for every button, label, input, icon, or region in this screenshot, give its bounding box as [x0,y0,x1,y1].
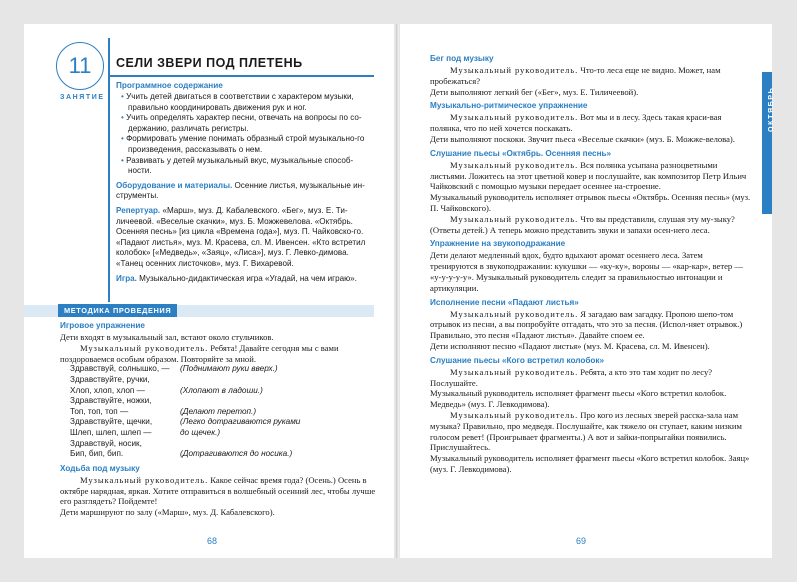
exercise1-speech-text: Ребята! Давайте сегодня мы с вами поздороваемся особым образом. Повторяйте за мной. [60,342,339,364]
equipment-paragraph [116,181,374,202]
left-page [24,24,394,558]
poem-line [70,407,376,418]
method-label: МЕТОДИКА ПРОВЕДЕНИЯ [58,304,177,317]
exercise1-speech [60,343,376,365]
speaker-role: Музыкальный руководитель. [450,308,579,319]
speech-text: Я загадаю вам загадку. Пропою шепо-том отрывок из песни, а вы попробуйте отгадать, что это за песня. (Испол-няет отрывок.) Правильно, это песня «Падают листья». Давайте споем ее. [430,308,743,341]
lesson-number-badge [56,42,104,90]
program-bullet: • Формировать умение понимать образный строй музыкально-го произведения, рассказывать о нем. [116,134,374,155]
poem-line [70,364,376,375]
exercise2-speech-text: Какое сейчас время года? (Осень.) Осень в октябре нарядная, яркая. Хотите отправиться в волшебный осенний лес, чтобы лучше его разглядеть? Пойдемте! [60,474,376,507]
lesson-word: ЗАНЯТИЕ [60,94,105,101]
section-october-action: Музыкальный руководитель исполняет отрывок пьесы «Октябрь. Осенняя песнь» (муз. П. Чайковского). [430,192,751,213]
equipment-text: Осенние листья, музыкальные ин-струменты. [116,180,365,201]
speaker-role: Музыкальный руководитель. [80,342,209,353]
program-heading: Программное содержание [116,81,223,90]
poem-line [70,417,376,428]
speech-text: Что-то леса еще не видно. Может, нам пробежаться? [430,65,721,86]
poem-line [70,449,376,460]
book-spine [396,24,399,558]
exercise2-action: Дети маршируют по залу («Марш», муз. Д. Кабалевского). [60,507,275,518]
lesson-title: СЕЛИ ЗВЕРИ ПОД ПЛЕТЕНЬ [116,56,303,70]
exercise1-heading: Игровое упражнение [60,321,145,330]
poem-text: Бип, бип, бип. [70,449,124,459]
poem-text: Топ, топ, топ — [70,406,129,416]
poem-text: Шлеп, шлеп, шлеп — [70,427,152,437]
poem-action: (Делают перетоп.) [180,406,257,416]
poem-line [70,386,376,397]
exercise2-heading: Ходьба под музыку [60,463,140,473]
section-kolobok-action: Музыкальный руководитель исполняет фрагмент пьесы «Кого встретил колобок. Медведь» (муз. Г. Левкодимова). [430,388,727,410]
speech-text: Вот мы и в лесу. Здесь такая краси-вая полянка, что по ней хочется поскакать. [430,112,722,134]
section-run-speech [430,65,752,87]
program-bullet: • Учить определять характер песни, отвечать на вопросы по со-держанию, различать регистры. [116,113,374,134]
game-text: Музыкально-дидактическая игра «Угадай, на чем играю». [139,273,357,283]
section-kolobok-action2: Музыкальный руководитель исполняет фрагмент пьесы «Кого встретил колобок. Заяц» (муз. Г. Левкодимова). [430,453,750,474]
greeting-poem [60,364,376,459]
speaker-role: Музыкальный руководитель. [80,474,209,485]
section-song-heading: Исполнение песни «Падают листья» [430,297,579,307]
section-song-action: Дети исполняют песню «Падают листья» (муз. М. Красева, сл. М. Ивенсен). [430,340,710,351]
title-divider-vertical [108,38,110,302]
poem-action: (Дотрагиваются до носика.) [180,449,293,459]
speech-text: Что вы представили, слушая эту му-зыку? (Ответы детей.) А теперь можно представить звуки и запахи осен-него леса. [430,213,735,235]
speaker-role: Музыкальный руководитель. [450,65,579,75]
section-rhythm-action: Дети выполняют поскоки. Звучит пьеса «Веселые скачки» (муз. Б. Можже-велова). [430,133,735,144]
repertoire-text: «Марш», муз. Д. Кабалевского. «Бег», муз. Е. Ти-личеевой. «Веселые скачки», муз. Б. Можжевелова. «Октябрь. Осенняя песнь» [из цикла «Времена года»], муз. П. Чайковско-го. «Падают листья», муз. М. Красева, сл. М. Ивенсен. «Кто встретил колобок» [«Медведь», «Заяц», «Лиса»], муз. Г. Левко-димова. «Танец осенних листочков», муз. Г. Вихаревой. [116,205,366,268]
month-tab-label: ОКТЯБРЬ [766,86,775,132]
poem-line [70,396,376,407]
speech-text: Про кого из лесных зверей расска-зала нам музыка? Правильно, про медведя. Послушайте, как тяжело он ступает, каким низким голосом ревет! (Проигрывает фрагменты.) А вот и зайки-попрыгайки появились. Прислушайтесь. [430,409,742,453]
page-number-left: 68 [207,536,218,546]
page-number-right: 69 [576,536,587,546]
poem-line [70,439,376,450]
speech-text: Ребята, а кто это там ходит по лесу? Послушайте. [430,366,713,388]
poem-text: Здравствуйте, ручки, [70,374,150,384]
section-rhythm-heading: Музыкально-ритмическое упражнение [430,101,588,111]
poem-action: до щечек.) [180,427,221,437]
exercise2-speech [60,475,376,507]
speaker-role: Музыкальный руководитель. [450,213,579,224]
repertoire-label: Репертуар. [116,205,161,215]
program-block [116,81,374,284]
speech-text: Вся полянка усыпана разноцветными листьями. Ложитесь на этот цветной ковер и послушайте, как композитор Петр Ильич Чайковский с помощью музыки передает осеннее на-строение. [430,159,747,192]
poem-text: Здравствуй, носик, [70,438,142,448]
speaker-role: Музыкальный руководитель. [450,112,579,123]
section-kolobok-speech2 [430,410,752,453]
speaker-role: Музыкальный руководитель. [450,159,579,170]
section-sounds-heading: Упражнение на звукоподражание [430,239,566,249]
poem-text: Здравствуй, солнышко, — [70,364,170,374]
poem-text: Здравствуйте, щечки, [70,417,153,427]
exercise1-intro: Дети входят в музыкальный зал, встают около стульчиков. [60,332,274,342]
section-run-action: Дети выполняют легкий бег («Бег», муз. Е. Тиличеевой). [430,86,639,97]
speaker-role: Музыкальный руководитель. [450,409,579,420]
poem-line [70,428,376,439]
poem-action: (Хлопают в ладоши.) [180,385,263,395]
section-october-speech2 [430,214,752,236]
section-october-speech [430,160,752,192]
section-run-heading: Бег под музыку [430,54,494,63]
section-kolobok-heading: Слушание пьесы «Кого встретил колобок» [430,355,605,365]
lesson-number: 11 [68,53,92,78]
repertoire-paragraph [116,206,374,270]
section-kolobok-speech [430,367,752,389]
poem-action: (Поднимают руки вверх.) [180,364,278,374]
poem-line [70,375,376,386]
method-block [60,321,376,518]
game-label: Игра. [116,273,137,283]
poem-text: Здравствуйте, ножки, [70,396,152,406]
game-paragraph [116,274,374,285]
program-bullet: • Учить детей двигаться в соответствии с характером музыки, правильно координировать движения рук и ног. [116,92,374,113]
right-content [430,54,752,475]
program-bullet: • Развивать у детей музыкальный вкус, музыкальные способ-ности. [116,156,374,177]
poem-action: (Легко дотрагиваются руками [180,417,301,427]
section-october-heading: Слушание пьесы «Октябрь. Осенняя песнь» [430,148,612,158]
section-sounds-text: Дети делают медленный вдох, будто вдыхают аромат осеннего леса. Затем тренируются в звукоподражании: кукушки — «ку-ку», вороны — «кар-кар», ветер — «у-у-у-у-у». Музыкальный руководитель следит за правильностью интонации и артикуляции. [430,250,743,293]
section-rhythm-speech [430,112,752,134]
right-page [400,24,775,558]
speaker-role: Музыкальный руководитель. [450,366,579,377]
title-underline [108,75,374,77]
section-song-speech [430,309,752,341]
poem-text: Хлоп, хлоп, хлоп — [70,385,145,395]
equipment-label: Оборудование и материалы. [116,180,233,190]
